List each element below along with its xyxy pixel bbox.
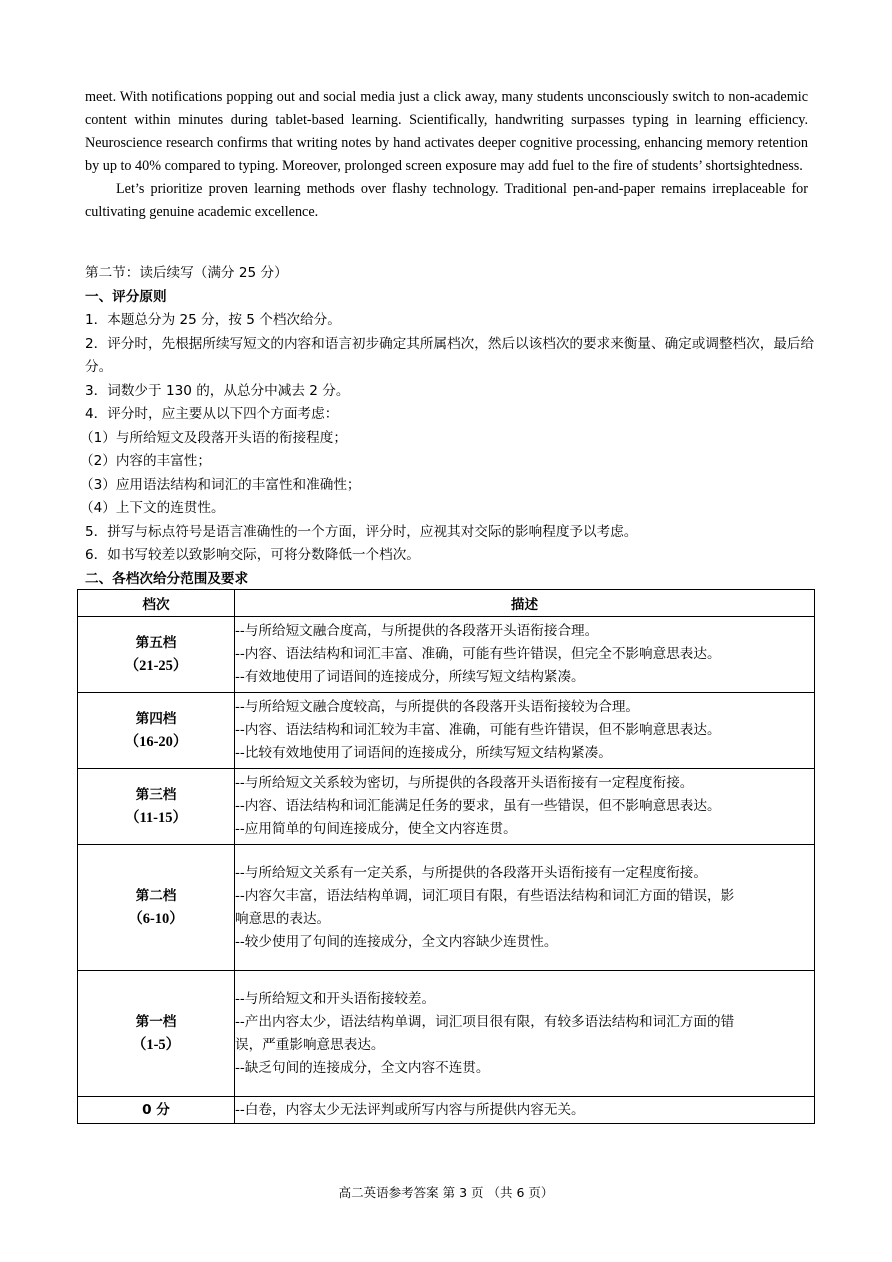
rule-5: 5．拼写与标点符号是语言准确性的一个方面，评分时，应视其对交际的影响程度予以考虑。: [85, 523, 638, 540]
criterion-4: （4）上下文的连贯性。: [80, 500, 225, 516]
table-row: [78, 769, 815, 845]
table-header-row: [78, 590, 815, 617]
table-row: [78, 617, 815, 693]
description-cell: [235, 971, 815, 1097]
section-title: 第二节：读后续写（满分 25 分）: [85, 265, 288, 281]
page-footer: 高二英语参考答案 第 3 页 （共 6 页）: [338, 1185, 554, 1200]
rule-4: 4．评分时，应主要从以下四个方面考虑：: [85, 406, 339, 422]
header-description: 描述: [235, 590, 815, 617]
criterion-2: （2）内容的丰富性；: [80, 453, 211, 469]
level-range: （6-10）: [128, 910, 184, 927]
description-line: --较少使用了句间的连接成分，全文内容缺少连贯性。: [235, 933, 558, 950]
description-line: --内容、语法结构和词汇较为丰富、准确，可能有些许错误，但不影响意思表达。: [235, 722, 721, 738]
table-row: [78, 1097, 815, 1124]
level-cell: [78, 693, 235, 769]
description-line: --与所给短文关系有一定关系，与所提供的各段落开头语衔接有一定程度衔接。: [235, 864, 707, 881]
criterion-3: （3）应用语法结构和词汇的丰富性和准确性；: [80, 476, 361, 493]
level-cell: [78, 769, 235, 845]
table-row: [78, 845, 815, 971]
description-line: --与所给短文融合度较高，与所提供的各段落开头语衔接较为合理。: [235, 699, 640, 715]
level-name: 0 分: [142, 1101, 170, 1118]
description-line: --产出内容太少，语法结构单调，词汇项目很有限，有较多语法结构和词汇方面的错: [235, 1013, 735, 1030]
level-cell: [78, 1097, 235, 1124]
header-level: 档次: [78, 590, 235, 617]
description-cell: [235, 617, 815, 693]
description-line: --白卷，内容太少无法评判或所写内容与所提供内容无关。: [235, 1101, 585, 1118]
description-line: --内容欠丰富，语法结构单调，词汇项目有限，有些语法结构和词汇方面的错误，影: [235, 887, 735, 904]
principles-heading: 一、评分原则: [85, 288, 167, 305]
level-cell: [78, 617, 235, 693]
description-line: --有效地使用了词语间的连接成分，所续写短文结构紧凑。: [235, 669, 585, 685]
level-name: 第三档: [135, 786, 177, 803]
grading-table: [77, 589, 815, 1124]
description-cell: [235, 769, 815, 845]
level-name: 第一档: [135, 1013, 177, 1030]
description-line: 误，严重影响意思表达。: [235, 1036, 385, 1053]
description-line: --与所给短文关系较为密切，与所提供的各段落开头语衔接有一定程度衔接。: [235, 775, 694, 791]
rule-1: 1．本题总分为 25 分，按 5 个档次给分。: [85, 312, 341, 328]
rule-6: 6．如书写较差以致影响交际，可将分数降低一个档次。: [85, 547, 420, 563]
essay-text: [85, 86, 808, 224]
description-line: --与所给短文和开头语衔接较差。: [235, 990, 436, 1007]
description-line: --比较有效地使用了词语间的连接成分，所续写短文结构紧凑。: [235, 745, 612, 761]
level-range: （1-5）: [131, 1036, 181, 1053]
description-line: 响意思的表达。: [235, 910, 331, 927]
level-cell: [78, 845, 235, 971]
description-cell: [235, 1097, 815, 1124]
description-line: --内容、语法结构和词汇丰富、准确，可能有些许错误，但完全不影响意思表达。: [235, 646, 721, 662]
rule-3: 3．词数少于 130 的，从总分中减去 2 分。: [85, 382, 350, 399]
description-line: --缺乏句间的连接成分，全文内容不连贯。: [235, 1059, 490, 1076]
level-cell: [78, 971, 235, 1097]
description-line: --应用简单的句间连接成分，使全文内容连贯。: [235, 821, 517, 837]
essay-paragraph-1: meet. With notifications popping out and social media just a click away, many students unconsciously switch to non-academic content within minutes during tablet-based learning. Scientifically, handwriting surpasses typing in learning efficiency. Neuroscience research confirms that writing notes by hand activates deeper cognitive processing, enhancing memory retention by up to 40% compared to typing. Moreover, prolonged screen exposure may add fuel to the fire of students’ shortsightedness.: [85, 89, 808, 174]
description-line: --与所给短文融合度高，与所提供的各段落开头语衔接合理。: [235, 623, 599, 639]
level-name: 第二档: [135, 887, 177, 904]
levels-heading: 二、各档次给分范围及要求: [85, 570, 249, 587]
level-range: （11-15）: [124, 809, 188, 826]
description-line: --内容、语法结构和词汇能满足任务的要求，虽有一些错误，但不影响意思表达。: [235, 798, 721, 814]
table-row: [78, 971, 815, 1097]
description-cell: [235, 693, 815, 769]
level-range: （16-20）: [124, 733, 188, 750]
description-cell: [235, 845, 815, 971]
rule-2: 2．评分时，先根据所续写短文的内容和语言初步确定其所属档次，然后以该档次的要求来衡量、确定或调整档次，最后给分。: [85, 335, 815, 375]
level-range: （21-25）: [124, 657, 188, 674]
essay-paragraph-2: Let’s prioritize proven learning methods over flashy technology. Traditional pen-and-paper remains irreplaceable for cultivating genuine academic excellence.: [85, 181, 808, 220]
level-name: 第四档: [135, 710, 177, 727]
scoring-section: [80, 262, 815, 591]
level-name: 第五档: [135, 634, 177, 651]
table-row: [78, 693, 815, 769]
criterion-1: （1）与所给短文及段落开头语的衔接程度；: [80, 429, 347, 446]
